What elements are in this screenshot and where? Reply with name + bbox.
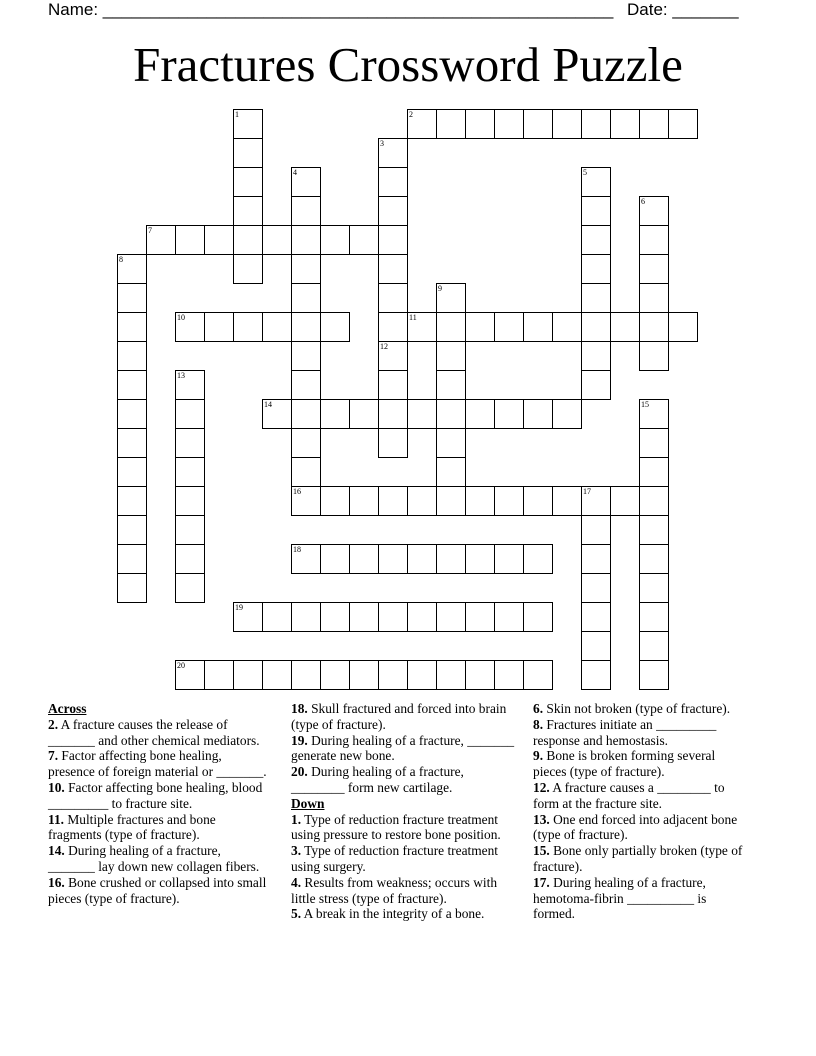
grid-cell[interactable] — [436, 602, 466, 632]
grid-cell[interactable] — [581, 254, 611, 284]
grid-cell[interactable] — [581, 660, 611, 690]
across-clue: 20. During healing of a fracture, ________ form new cartilage. — [291, 764, 464, 795]
grid-cell[interactable] — [291, 660, 321, 690]
grid-cell[interactable] — [436, 109, 466, 139]
across-clue: 11. Multiple fractures and bone fragments (type of fracture). — [48, 811, 216, 843]
grid-cell[interactable] — [175, 573, 205, 603]
grid-cell[interactable] — [378, 225, 408, 255]
grid-cell[interactable] — [639, 428, 669, 458]
clue-number: 18 — [293, 545, 301, 554]
grid-cell[interactable] — [581, 341, 611, 371]
grid-cell[interactable] — [204, 660, 234, 690]
down-clue: 3. Type of reduction fracture treatment using surgery. — [291, 843, 499, 874]
clue-number: 14 — [264, 400, 272, 409]
clue-number: 7 — [148, 226, 152, 235]
grid-cell[interactable] — [436, 486, 466, 516]
grid-cell[interactable] — [436, 660, 466, 690]
grid-cell[interactable] — [117, 515, 147, 545]
down-clue: 8. Fractures initiate an _________ response and hemostasis. — [533, 716, 717, 748]
grid-cell[interactable] — [523, 544, 553, 574]
grid-cell[interactable] — [204, 225, 234, 255]
grid-cell[interactable] — [465, 486, 495, 516]
down-clue: 6. Skin not broken (type of fracture). — [533, 701, 731, 716]
grid-cell[interactable] — [407, 660, 437, 690]
grid-cell[interactable] — [639, 660, 669, 690]
grid-cell[interactable] — [378, 544, 408, 574]
grid-cell[interactable] — [639, 254, 669, 284]
clue-number: 12 — [380, 342, 388, 351]
grid-cell[interactable] — [175, 428, 205, 458]
grid-cell[interactable] — [262, 225, 292, 255]
grid-cell[interactable] — [349, 660, 379, 690]
clue-number: 15 — [641, 400, 649, 409]
grid-cell[interactable] — [465, 660, 495, 690]
grid-cell[interactable] — [610, 312, 640, 342]
grid-cell[interactable] — [523, 399, 553, 429]
clue-number: 5 — [583, 168, 587, 177]
grid-cell[interactable] — [378, 370, 408, 400]
grid-cell[interactable] — [436, 312, 466, 342]
clue-number: 11 — [409, 313, 417, 322]
across-clue: 16. Bone crushed or collapsed into small pieces (type of fracture). — [48, 874, 267, 906]
grid-cell[interactable] — [581, 109, 611, 139]
grid-cell[interactable] — [523, 486, 553, 516]
grid-cell[interactable] — [233, 167, 263, 197]
grid-cell[interactable] — [117, 341, 147, 371]
grid-cell[interactable] — [117, 370, 147, 400]
grid-cell[interactable] — [349, 544, 379, 574]
grid-cell[interactable] — [262, 660, 292, 690]
grid-cell[interactable] — [175, 457, 205, 487]
grid-cell[interactable] — [291, 428, 321, 458]
grid-cell[interactable] — [494, 109, 524, 139]
down-clue: 15. Bone only partially broken (type of fracture). — [533, 843, 743, 874]
grid-cell[interactable] — [117, 312, 147, 342]
grid-cell[interactable] — [233, 312, 263, 342]
clue-column-2 — [291, 701, 516, 922]
grid-cell[interactable] — [233, 225, 263, 255]
clue-number: 2 — [409, 110, 413, 119]
grid-cell[interactable] — [639, 486, 669, 516]
grid-cell[interactable] — [378, 196, 408, 226]
clue-number: 19 — [235, 603, 243, 612]
grid-cell[interactable] — [436, 370, 466, 400]
grid-cell[interactable] — [465, 399, 495, 429]
grid-cell[interactable] — [552, 109, 582, 139]
grid-cell[interactable] — [378, 254, 408, 284]
grid-cell[interactable] — [581, 573, 611, 603]
clue-number: 20 — [177, 661, 185, 670]
grid-cell[interactable] — [291, 399, 321, 429]
grid-cell[interactable] — [407, 544, 437, 574]
grid-cell[interactable] — [494, 312, 524, 342]
grid-cell[interactable] — [465, 602, 495, 632]
grid-cell[interactable] — [117, 283, 147, 313]
grid-cell[interactable] — [639, 312, 669, 342]
grid-cell[interactable] — [494, 602, 524, 632]
grid-cell[interactable] — [233, 660, 263, 690]
clue-number: 16 — [293, 487, 301, 496]
clue-number: 10 — [177, 313, 185, 322]
grid-cell[interactable] — [175, 399, 205, 429]
grid-cell[interactable] — [291, 457, 321, 487]
grid-cell[interactable] — [378, 283, 408, 313]
grid-cell[interactable] — [668, 312, 698, 342]
grid-cell[interactable] — [117, 573, 147, 603]
grid-cell[interactable] — [552, 486, 582, 516]
down-clue: 9. Bone is broken forming several pieces (type of fracture). — [533, 748, 716, 780]
grid-cell[interactable] — [291, 312, 321, 342]
grid-cell[interactable] — [610, 109, 640, 139]
grid-cell[interactable] — [233, 196, 263, 226]
down-clue: 5. A break in the integrity of a bone. — [291, 906, 485, 922]
down-heading: Down — [291, 795, 325, 811]
grid-cell[interactable] — [494, 399, 524, 429]
grid-cell[interactable] — [291, 254, 321, 284]
grid-cell[interactable] — [349, 225, 379, 255]
grid-cell[interactable] — [494, 486, 524, 516]
grid-cell[interactable] — [349, 486, 379, 516]
grid-cell[interactable] — [291, 196, 321, 226]
grid-cell[interactable] — [291, 602, 321, 632]
grid-cell[interactable] — [175, 486, 205, 516]
grid-cell[interactable] — [378, 602, 408, 632]
grid-cell[interactable] — [436, 544, 466, 574]
grid-cell[interactable] — [320, 486, 350, 516]
down-clue: 1. Type of reduction fracture treatment using pressure to restore bone position. — [291, 811, 501, 843]
grid-cell[interactable] — [407, 399, 437, 429]
grid-cell[interactable] — [378, 428, 408, 458]
name-line: Name: ______________________________________________________ — [48, 0, 614, 19]
across-clue: 2. A fracture causes the release of _______ and other chemical mediators. — [48, 716, 260, 748]
down-clue: 17. During healing of a fracture, hemotoma-fibrin __________ is formed. — [533, 874, 707, 922]
grid-cell[interactable] — [291, 370, 321, 400]
grid-cell[interactable] — [639, 544, 669, 574]
down-clue: 12. A fracture causes a ________ to form at the fracture site. — [533, 779, 725, 811]
grid-cell[interactable] — [233, 138, 263, 168]
clue-number: 8 — [119, 255, 123, 264]
grid-cell[interactable] — [465, 544, 495, 574]
across-heading: Across — [48, 701, 87, 716]
grid-cell[interactable] — [175, 544, 205, 574]
grid-cell[interactable] — [494, 660, 524, 690]
grid-cell[interactable] — [233, 254, 263, 284]
clue-number: 3 — [380, 139, 384, 148]
grid-cell[interactable] — [581, 370, 611, 400]
clue-number: 1 — [235, 110, 239, 119]
down-clue: 4. Results from weakness; occurs with little stress (type of fracture). — [291, 874, 498, 906]
across-clue: 10. Factor affecting bone healing, blood _________ to fracture site. — [48, 779, 263, 811]
grid-cell[interactable] — [436, 457, 466, 487]
grid-cell[interactable] — [117, 399, 147, 429]
page-title: Fractures Crossword Puzzle — [133, 37, 683, 92]
across-clue: 18. Skull fractured and forced into brain (type of fracture). — [291, 701, 507, 732]
grid-cell[interactable] — [291, 283, 321, 313]
clue-column-1 — [48, 701, 270, 906]
grid-cell[interactable] — [320, 399, 350, 429]
grid-cell[interactable] — [320, 225, 350, 255]
grid-cell[interactable] — [581, 515, 611, 545]
grid-cell[interactable] — [262, 602, 292, 632]
grid-cell[interactable] — [291, 341, 321, 371]
grid-cell[interactable] — [581, 196, 611, 226]
grid-cell[interactable] — [117, 428, 147, 458]
grid-cell[interactable] — [378, 167, 408, 197]
grid-cell[interactable] — [175, 515, 205, 545]
grid-cell[interactable] — [581, 602, 611, 632]
grid-cell[interactable] — [639, 602, 669, 632]
grid-cell[interactable] — [407, 602, 437, 632]
grid-cell[interactable] — [320, 544, 350, 574]
grid-cell[interactable] — [320, 660, 350, 690]
grid-cell[interactable] — [639, 109, 669, 139]
grid-cell[interactable] — [175, 225, 205, 255]
grid-cell[interactable] — [117, 544, 147, 574]
grid-cell[interactable] — [581, 312, 611, 342]
grid-cell[interactable] — [436, 428, 466, 458]
grid-cell[interactable] — [639, 573, 669, 603]
grid-cell[interactable] — [523, 660, 553, 690]
grid-cell[interactable] — [581, 225, 611, 255]
grid-cell[interactable] — [291, 225, 321, 255]
grid-cell[interactable] — [639, 225, 669, 255]
grid-cell[interactable] — [581, 544, 611, 574]
grid-cell[interactable] — [349, 399, 379, 429]
grid-cell[interactable] — [639, 631, 669, 661]
grid-cell[interactable] — [552, 312, 582, 342]
grid-cell[interactable] — [320, 312, 350, 342]
down-clue: 13. One end forced into adjacent bone (type of fracture). — [533, 811, 738, 843]
grid-cell[interactable] — [320, 602, 350, 632]
grid-cell[interactable] — [523, 109, 553, 139]
clue-number: 4 — [293, 168, 297, 177]
grid-cell[interactable] — [436, 341, 466, 371]
grid-cell[interactable] — [639, 457, 669, 487]
across-clue: 14. During healing of a fracture, _______ lay down new collagen fibers. — [48, 843, 260, 874]
grid-cell[interactable] — [117, 457, 147, 487]
grid-cell[interactable] — [407, 486, 437, 516]
grid-cell[interactable] — [494, 544, 524, 574]
grid-cell[interactable] — [581, 283, 611, 313]
grid-cell[interactable] — [523, 312, 553, 342]
grid-cell[interactable] — [639, 341, 669, 371]
grid-cell[interactable] — [262, 312, 292, 342]
grid-cell[interactable] — [639, 283, 669, 313]
grid-cell[interactable] — [204, 312, 234, 342]
grid-cell[interactable] — [523, 602, 553, 632]
grid-cell[interactable] — [581, 631, 611, 661]
grid-cell[interactable] — [610, 486, 640, 516]
grid-cell[interactable] — [465, 312, 495, 342]
grid-cell[interactable] — [349, 602, 379, 632]
across-clue: 19. During healing of a fracture, _______ generate new bone. — [291, 732, 515, 764]
clue-number: 6 — [641, 197, 645, 206]
grid-cell[interactable] — [117, 486, 147, 516]
grid-cell[interactable] — [436, 399, 466, 429]
clue-number: 17 — [583, 487, 591, 496]
clue-number: 9 — [438, 284, 442, 293]
grid-cell[interactable] — [552, 399, 582, 429]
date-line: Date: _______ — [627, 0, 739, 19]
grid-cell[interactable] — [378, 486, 408, 516]
across-clue: 7. Factor affecting bone healing, presence of foreign material or _______. — [48, 748, 267, 780]
grid-cell[interactable] — [378, 660, 408, 690]
clue-number: 13 — [177, 371, 185, 380]
grid-cell[interactable] — [465, 109, 495, 139]
grid-cell[interactable] — [639, 515, 669, 545]
clue-column-3 — [533, 701, 751, 922]
grid-cell[interactable] — [378, 312, 408, 342]
grid-cell[interactable] — [668, 109, 698, 139]
grid-cell[interactable] — [378, 399, 408, 429]
